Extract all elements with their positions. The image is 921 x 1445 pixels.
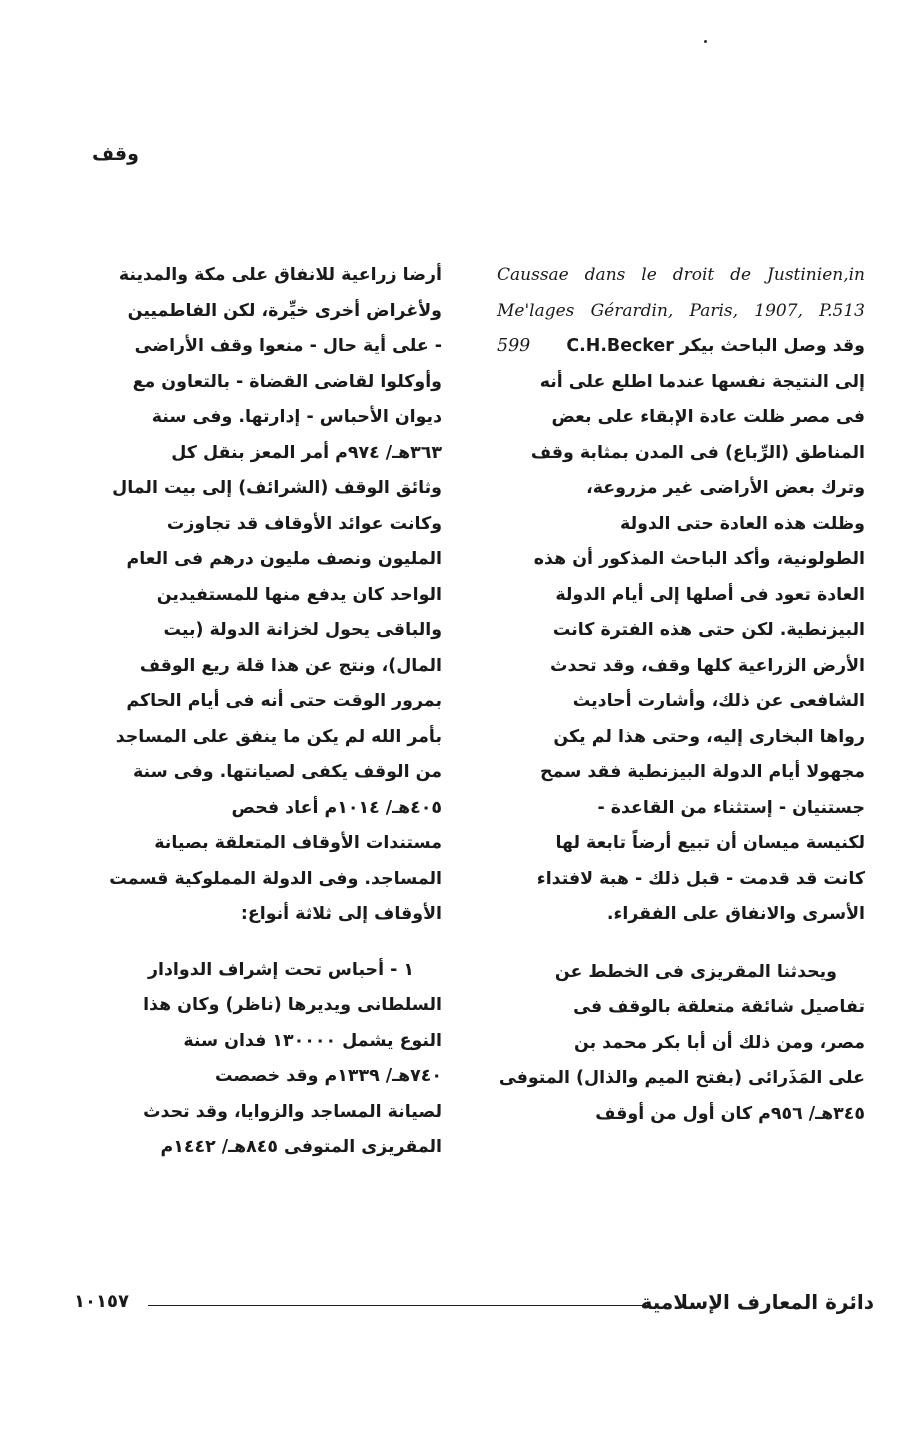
- paragraph-line: وثائق الوقف (الشرائف) إلى بيت المال: [112, 478, 442, 498]
- paragraph-line: الأسرى والانفاق على الفقراء.: [606, 904, 865, 924]
- paragraph-line: فى مصر ظلت عادة الإبقاء على بعض: [551, 407, 865, 427]
- paragraph-line: الشافعى عن ذلك، وأشارت أحاديث: [572, 691, 865, 711]
- page-footer: [74, 1290, 874, 1320]
- paragraph-line: المساجد. وفى الدولة المملوكية قسمت: [109, 868, 442, 889]
- paragraph-line: أرضا زراعية للانفاق على مكة والمدينة: [118, 265, 442, 285]
- paragraph-line: ٣٤٥هـ/ ٩٥٦م كان أول من أوقف: [595, 1103, 865, 1124]
- paragraph-line: الطولونية، وأكد الباحث المذكور أن هذه: [533, 549, 865, 569]
- paragraph-line: ١ - أحباس تحت إشراف الدوادار: [148, 959, 414, 980]
- scan-speck: [704, 40, 707, 43]
- paragraph-line: وترك بعض الأراضى غير مزروعة،: [586, 478, 865, 498]
- paragraph-line: ٣٦٣هـ/ ٩٧٤م أمر المعز بنقل كل: [171, 442, 442, 463]
- paragraph-line: مصر، ومن ذلك أن أبا بكر محمد بن: [573, 1032, 865, 1053]
- paragraph-line: لصيانة المساجد والزوايا، وقد تحدث: [143, 1101, 442, 1122]
- paragraph-line: لكنيسة ميسان أن تبيع أرضاً تابعة لها: [555, 833, 865, 853]
- page-number: ١٠١٥٧: [74, 1291, 129, 1312]
- citation-line-2: Me'lages Gérardin, Paris, 1907, P.513: [497, 300, 865, 321]
- right-paragraph-2: [497, 955, 865, 1133]
- paragraph-line: ويحدثنا المقريزى فى الخطط عن: [554, 961, 837, 982]
- paragraph-line: رواها البخارى إليه، وحتى هذا لم يكن: [553, 726, 865, 747]
- paragraph-line: العادة تعود فى أصلها إلى أيام الدولة: [555, 584, 865, 605]
- paragraph-line: السلطانى ويديرها (ناظر) وكان هذا: [143, 995, 442, 1015]
- left-paragraph-2: [84, 953, 442, 1166]
- paragraph-line: المقريزى المتوفى ٨٤٥هـ/ ١٤٤٢م: [160, 1137, 442, 1157]
- left-paragraph-1: [84, 258, 442, 933]
- paragraph-line: على المَذَرائى (بفتح الميم والذال) المتوفى: [498, 1068, 865, 1088]
- paragraph-line: البيزنطية. لكن حتى هذه الفترة كانت: [552, 620, 865, 640]
- right-column: [497, 258, 865, 1132]
- paragraph-line: والباقى يحول لخزانة الدولة (بيت: [163, 620, 442, 640]
- paragraph-line: مستندات الأوقاف المتعلقة بصيانة: [154, 833, 442, 853]
- paragraph-line: بمرور الوقت حتى أنه فى أيام الحاكم: [126, 691, 442, 711]
- paragraph-line: ديوان الأحباس - إدارتها. وفى سنة: [151, 407, 442, 427]
- paragraph-line: الواحد كان يدفع منها للمستفيدين: [156, 584, 442, 605]
- footer-rule: [148, 1305, 649, 1306]
- paragraph-line: ٤٠٥هـ/ ١٠١٤م أعاد فحص: [231, 797, 442, 818]
- right-paragraph-1: [497, 329, 865, 933]
- paragraph-line: المناطق (الرِّباع) فى المدن بمثابة وقف: [530, 442, 865, 463]
- page-header: وقف: [92, 143, 139, 165]
- paragraph-line: كانت قد قدمت - قبل ذلك - هبة لافتداء: [536, 868, 865, 889]
- footnote-marker: 599: [497, 336, 531, 356]
- paragraph-line: بأمر الله لم يكن ما ينفق على المساجد: [115, 726, 442, 747]
- paragraph-line: - على أية حال - منعوا وقف الأراضى: [134, 336, 442, 356]
- paragraph-line: ولأغراض أخرى خيِّرة، لكن الفاطميين: [127, 300, 442, 321]
- paragraph-line: النوع يشمل ١٣٠٠٠٠ فدان سنة: [183, 1030, 442, 1051]
- paragraph-line: من الوقف يكفى لصيانتها. وفى سنة: [132, 762, 442, 782]
- paragraph-line: الأرض الزراعية كلها وقف، وقد تحدث: [550, 655, 865, 676]
- paragraph-line: تفاصيل شائقة متعلقة بالوقف فى: [573, 997, 865, 1017]
- paragraph-line: مجهولا أيام الدولة البيزنطية فقد سمح: [540, 762, 865, 782]
- paragraph-line: المال)، ونتج عن هذا قلة ريع الوقف: [139, 655, 442, 676]
- paragraph-line: وكانت عوائد الأوقاف قد تجاوزت: [166, 513, 442, 534]
- paragraph-line: الأوقاف إلى ثلاثة أنواع:: [240, 904, 442, 924]
- paragraph-line: 599 وقد وصل الباحث بيكر C.H.Becker: [497, 329, 865, 365]
- paragraph-line: جستنيان - إستثناء من القاعدة -: [597, 797, 865, 818]
- left-column: [84, 258, 442, 1166]
- paragraph-line: المليون ونصف مليون درهم فى العام: [126, 549, 442, 569]
- encyclopedia-title: دائرة المعارف الإسلامية: [640, 1290, 874, 1314]
- citation-line-1: Caussae dans le droit de Justinien,in: [497, 265, 865, 285]
- paragraph-line: ٧٤٠هـ/ ١٣٣٩م وقد خصصت: [214, 1066, 442, 1086]
- paragraph-line: وظلت هذه العادة حتى الدولة: [620, 513, 865, 534]
- paragraph-line: إلى النتيجة نفسها عندما اطلع على أنه: [539, 371, 865, 392]
- paragraph-line: وأوكلوا لقاضى القضاة - بالتعاون مع: [132, 371, 442, 392]
